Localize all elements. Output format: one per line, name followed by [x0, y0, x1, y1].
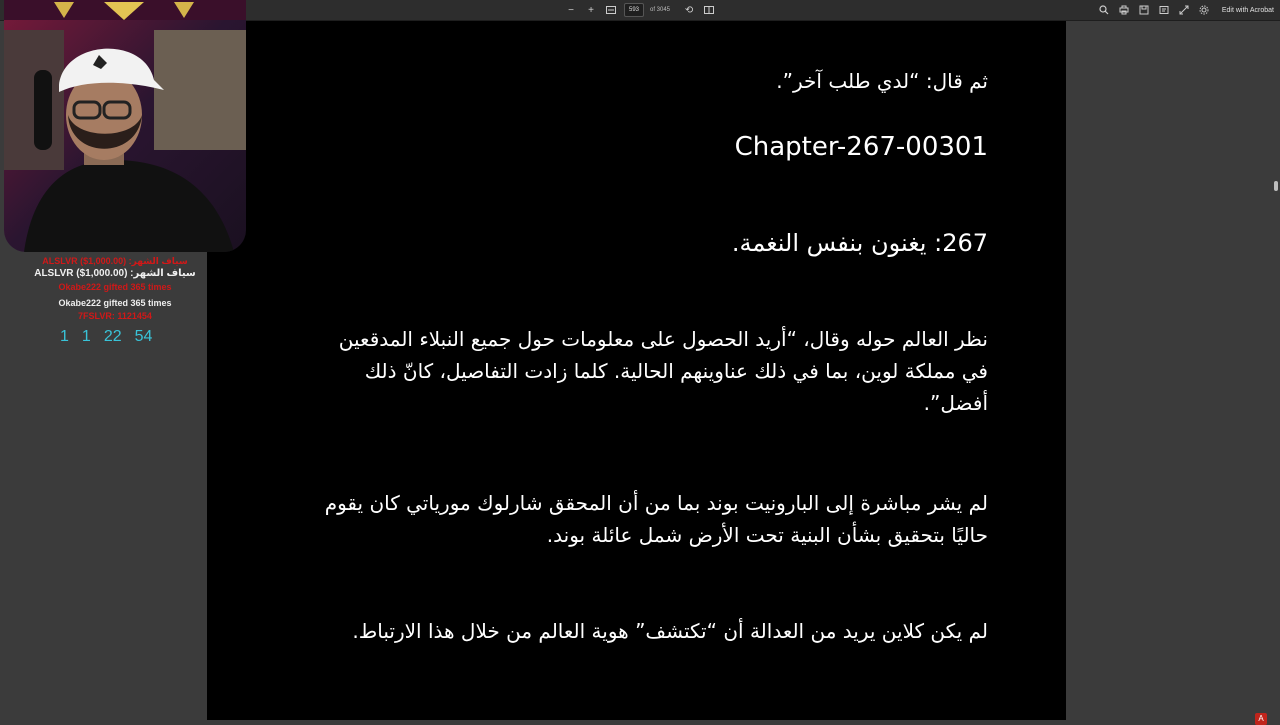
webcam-overlay: [4, 0, 246, 252]
toolbar-actions: [1098, 2, 1274, 18]
stream-stats: [0, 254, 230, 354]
paragraph: نظر العالم حوله وقال، “أريد الحصول على معلومات حول جميع النبلاء المدقعين في مملكة لوين، بما في ذلك عناوينهم الحالية. كلما زادت التفاصيل، كانّ ذلك أفضل”.: [338, 327, 988, 415]
stat-line: Okabe222 gifted 365 times: [58, 282, 172, 292]
page-number-input[interactable]: 593: [624, 3, 644, 17]
paragraph: لم يكن كلاين يريد من العدالة أن “تكتشف” هوية العالم من خلال هذا الارتباط.: [352, 619, 988, 643]
fit-page-icon[interactable]: [604, 3, 618, 17]
counter: 54: [134, 328, 153, 345]
fullscreen-icon[interactable]: [1178, 4, 1190, 16]
scrollbar-thumb[interactable]: [1274, 181, 1278, 191]
stat-line: ALSLVR ($1,000.00) :سياف الشهر: [34, 268, 196, 279]
page-total: of 3045: [650, 7, 671, 13]
search-icon[interactable]: [1098, 4, 1110, 16]
counters: [60, 328, 152, 346]
annotate-icon[interactable]: [1158, 4, 1170, 16]
rotate-icon[interactable]: ⟲: [684, 4, 694, 16]
counter: 22: [103, 328, 122, 345]
paragraph: لم يشر مباشرة إلى البارونيت بوند بما من أن المحقق شارلوك مورياتي كان يقوم حاليًا بتحقيق بشأن البنية تحت الأرض شمل عائلة بوند.: [324, 491, 988, 547]
chapter-title: 267: يغنون بنفس النغمة.: [731, 229, 988, 257]
two-page-view-icon[interactable]: [702, 3, 716, 17]
settings-icon[interactable]: [1198, 4, 1210, 16]
zoom-out-icon[interactable]: −: [568, 4, 574, 16]
print-icon[interactable]: [1118, 4, 1130, 16]
stat-line: ALSLVR ($1,000.00) :سياف الشهر: [42, 256, 188, 266]
paragraph: ثم قال: “لدي طلب آخر”.: [776, 69, 988, 93]
zoom-in-icon[interactable]: +: [588, 4, 594, 16]
edit-with-acrobat-button[interactable]: Edit with Acrobat: [1221, 6, 1274, 14]
save-icon[interactable]: [1138, 4, 1150, 16]
chapter-code: Chapter-267-00301: [734, 132, 988, 162]
acrobat-logo-icon: A: [1255, 713, 1267, 725]
counter: 1: [81, 328, 91, 345]
page-navigation: [564, 2, 716, 18]
pdf-page: [207, 21, 1066, 720]
stat-line: Okabe222 gifted 365 times: [58, 298, 172, 308]
stat-line: 7FSLVR: 1121454: [78, 311, 152, 321]
counter: 1: [60, 328, 69, 345]
